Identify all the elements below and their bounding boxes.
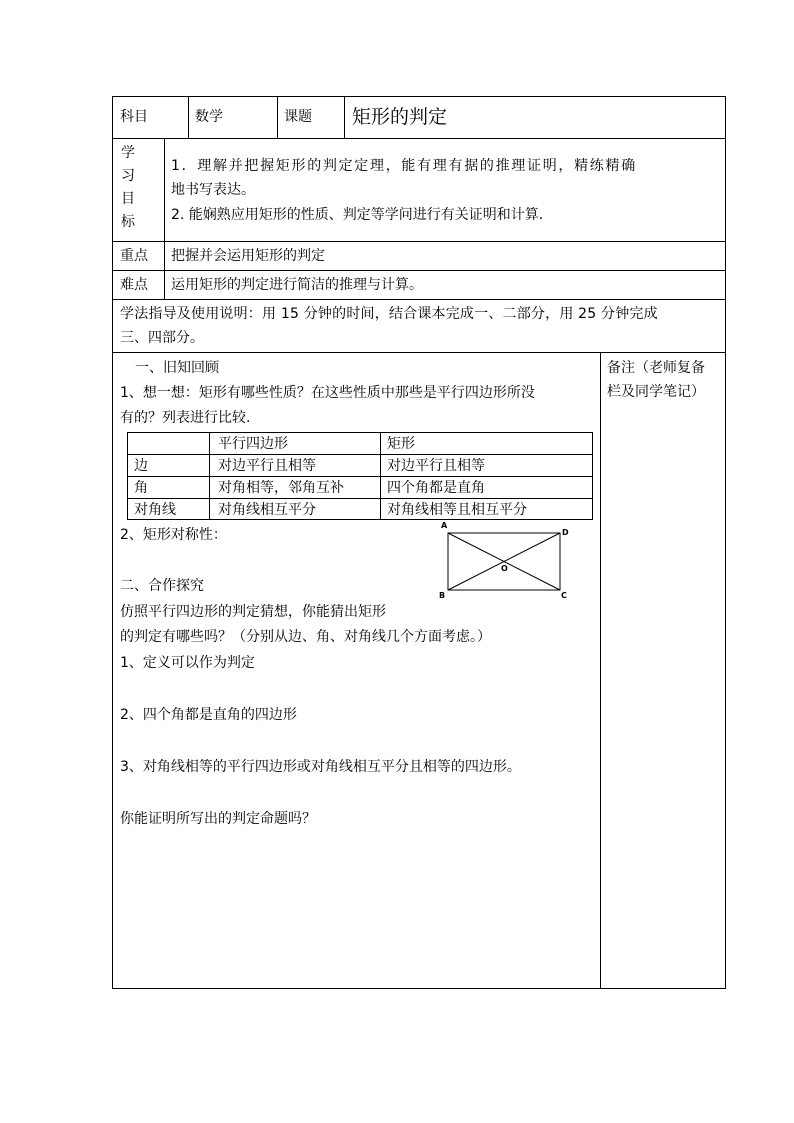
row-divider [112,241,726,242]
list-item: 3、对角线相等的平行四边形或对角线相互平分且相等的四边形。 [120,759,521,775]
key-point-text: 把握并会运用矩形的判定 [171,248,325,264]
table-border-bottom [112,988,726,989]
col-divider [344,96,345,139]
goal-line: 1．理解并把握矩形的判定定理，能有理有据的推理证明，精练精确 [171,158,637,174]
topic-label: 课题 [284,109,312,125]
table-cell: 对角线相互平分 [218,502,316,518]
rectangle-figure [438,522,572,602]
method-text: 学法指导及使用说明：用 15 分钟的时间，结合课本完成一、二部分，用 25 分钟完成 [120,306,658,322]
subject-label: 科目 [120,109,148,125]
section-title: 一、旧知回顾 [135,360,219,376]
point-label-c: C [561,591,567,600]
key-point-label: 重点 [120,248,148,264]
notes-label: 栏及同学笔记） [607,384,705,400]
table-border-top [112,96,726,97]
goals-label-char: 学 [121,145,135,161]
section-title: 二、合作探究 [120,578,204,594]
table-header-cell: 平行四边形 [218,436,288,452]
table-cell: 角 [134,480,148,496]
subject-value: 数学 [195,109,223,125]
goal-line: 地书写表达。 [171,182,255,198]
table-cell: 四个角都是直角 [387,480,485,496]
notes-label: 备注（老师复备 [607,360,705,376]
topic-title: 矩形的判定 [352,106,448,128]
difficulty-label: 难点 [120,277,148,293]
table-cell: 对边平行且相等 [218,458,316,474]
row-divider [112,299,726,300]
point-label-d: D [562,528,569,537]
col-divider [164,138,165,300]
goal-line: 2. 能娴熟应用矩形的性质、判定等学问进行有关证明和计算. [171,207,544,223]
table-cell: 边 [134,458,148,474]
col-divider [277,96,278,139]
question-text: 2、矩形对称性： [120,527,227,543]
goals-label-char: 目 [121,191,135,207]
point-label-b: B [439,591,446,600]
table-cell: 对边平行且相等 [387,458,485,474]
table-header-cell: 矩形 [387,436,415,452]
table-cell: 对角线相等且相互平分 [387,502,527,518]
paragraph-text: 仿照平行四边形的判定猜想，你能猜出矩形 [120,604,386,620]
question-text: 你能证明所写出的判定命题吗？ [120,811,316,827]
col-divider [188,96,189,139]
point-label-o: O [501,564,508,573]
table-cell: 对角相等，邻角互补 [218,480,344,496]
list-item: 1、定义可以作为判定 [120,655,255,671]
row-divider [112,138,726,139]
row-divider [112,270,726,271]
question-text: 1、想一想：矩形有哪些性质？在这些性质中那些是平行四边形所没 [120,385,535,401]
point-label-a: A [441,521,448,530]
table-border-right [725,96,726,989]
table-border-left [112,96,113,989]
table-cell: 对角线 [134,502,176,518]
comparison-table [127,432,593,520]
goals-label-char: 习 [121,168,135,184]
rectangle-diagram [438,522,572,602]
question-text: 有的？列表进行比较. [120,410,251,426]
col-divider [600,352,601,989]
list-item: 2、四个角都是直角的四边形 [120,707,297,723]
method-text: 三、四部分。 [120,330,204,346]
paragraph-text: 的判定有哪些吗？（分别从边、角、对角线几个方面考虑。） [120,629,491,645]
goals-label-char: 标 [121,214,135,230]
difficulty-text: 运用矩形的判定进行简洁的推理与计算。 [171,277,423,293]
row-divider [112,352,726,353]
